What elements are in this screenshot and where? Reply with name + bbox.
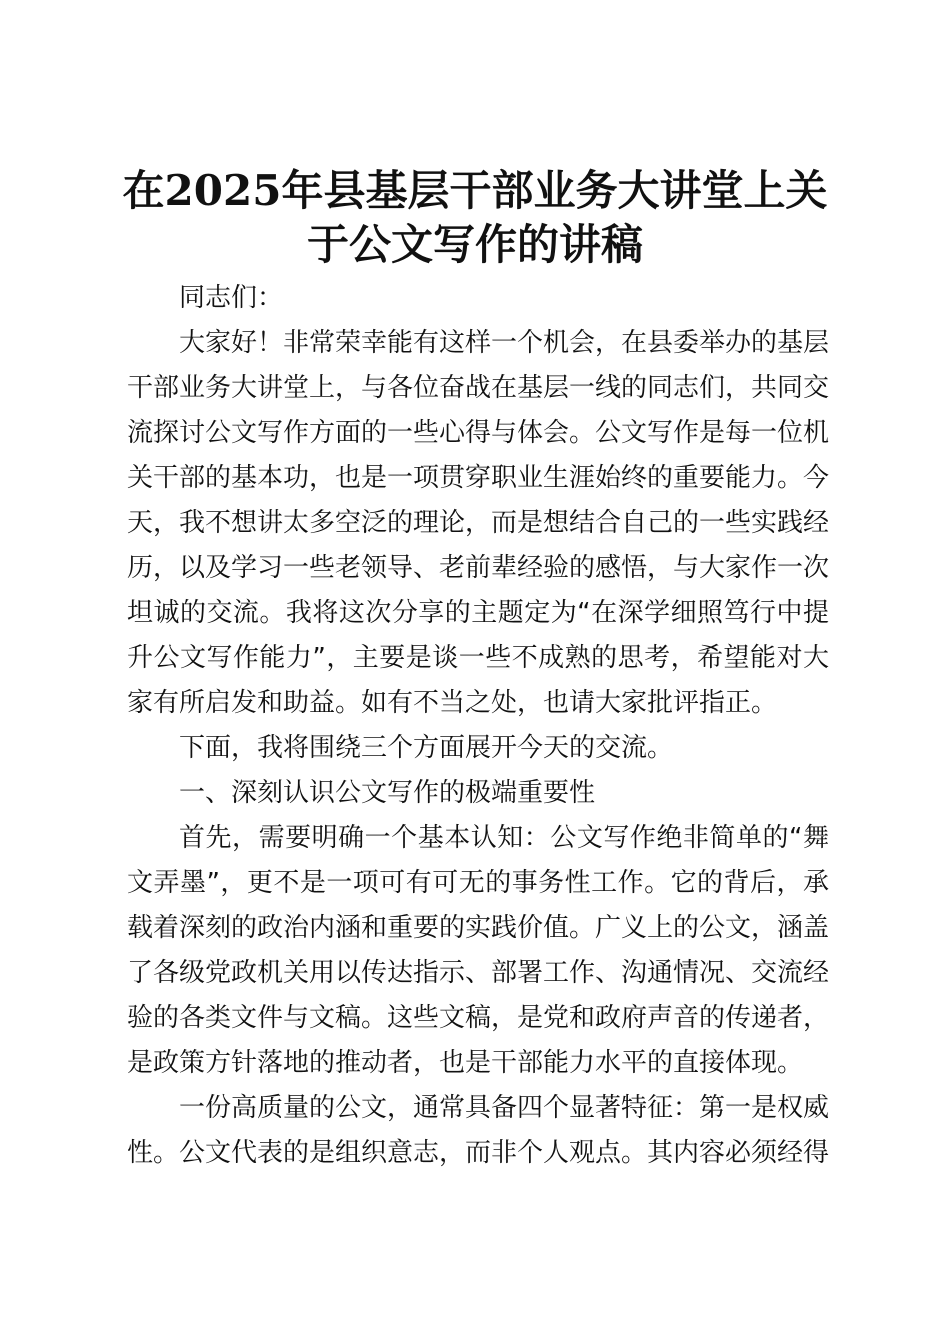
intro-paragraph: 大家好！非常荣幸能有这样一个机会，在县委举办的基层干部业务大讲堂上，与各位奋战在基层一线的同志们，共同交流探讨公文写作方面的一些心得与体会。公文写作是每一位机关干部的基本功，也是一项贯穿职业生涯始终的重要能力。今天，我不想讲太多空泛的理论，而是想结合自己的一些实践经历，以及学习一些老领导、老前辈经验的感悟，与大家作一次坦诚的交流。我将这次分享的主题定为“在深学细照笃行中提升公文写作能力”，主要是谈一些不成熟的思考，希望能对大家有所启发和助益。如有不当之处，也请大家批评指正。 bbox=[127, 328, 830, 718]
outline-paragraph: 下面，我将围绕三个方面展开今天的交流。 bbox=[179, 733, 674, 763]
document-title: 在2025年县基层干部业务大讲堂上关于公文写作的讲稿 bbox=[122, 166, 828, 269]
body-paragraph: 一份高质量的公文，通常具备四个显著特征：第一是权威性。公文代表的是组织意志，而非个人观点。其内容必须经得 bbox=[127, 1093, 830, 1168]
section-heading: 一、深刻认识公文写作的极端重要性 bbox=[179, 778, 596, 808]
body-paragraph: 首先，需要明确一个基本认知：公文写作绝非简单的“舞文弄墨”，更不是一项可有可无的事务性工作。它的背后，承载着深刻的政治内涵和重要的实践价值。广义上的公文，涵盖了各级党政机关用以传达指示、部署工作、沟通情况、交流经验的各类文件与文稿。这些文稿，是党和政府声音的传递者，是政策方针落地的推动者，也是干部能力水平的直接体现。 bbox=[127, 823, 830, 1078]
document-body bbox=[127, 276, 829, 1176]
salutation-paragraph: 同志们： bbox=[179, 283, 284, 313]
